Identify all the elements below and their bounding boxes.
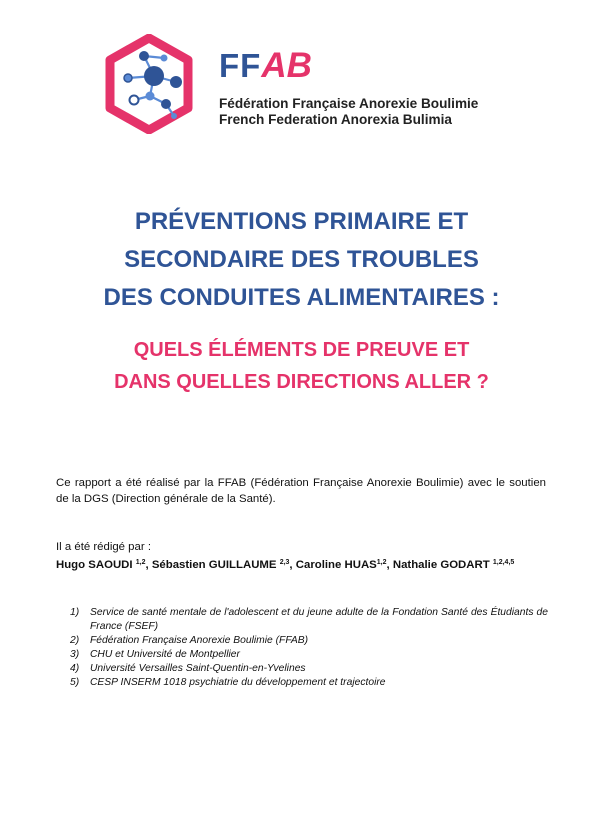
author-name: Hugo SAOUDI bbox=[56, 559, 133, 571]
authors-line bbox=[56, 559, 514, 571]
affiliation-text: CHU et Université de Montpellier bbox=[90, 649, 240, 660]
author-separator: , bbox=[145, 559, 152, 571]
ffab-logo-icon bbox=[104, 34, 194, 134]
affiliation-item bbox=[70, 662, 548, 676]
affiliation-item bbox=[70, 606, 548, 634]
subtitle-line: DANS QUELLES DIRECTIONS ALLER ? bbox=[114, 371, 489, 393]
title-line: PRÉVENTIONS PRIMAIRE ET bbox=[134, 208, 469, 235]
author-name: Sébastien GUILLAUME bbox=[151, 559, 277, 571]
author-affiliation-ref: 1,2 bbox=[135, 559, 146, 566]
author bbox=[296, 559, 393, 571]
brand-ff: FF bbox=[219, 47, 262, 84]
federation-name-en: French Federation Anorexia Bulimia bbox=[219, 112, 452, 127]
affiliation-item bbox=[70, 634, 548, 648]
affiliation-number: 1) bbox=[70, 607, 80, 618]
affiliations-list bbox=[70, 606, 548, 690]
affiliation-item bbox=[70, 676, 548, 690]
author bbox=[56, 559, 152, 571]
affiliation-text: CESP INSERM 1018 psychiatrie du développement et trajectoire bbox=[90, 677, 386, 688]
brand-ab: AB bbox=[261, 46, 312, 85]
author-name: Nathalie GODART bbox=[392, 559, 490, 571]
affiliation-text: Service de santé mentale de l'adolescent et du jeune adulte de la Fondation Santé des Étudiants de France (FSEF) bbox=[90, 607, 548, 632]
affiliation-text: Fédération Française Anorexie Boulimie (FFAB) bbox=[90, 635, 309, 646]
author-affiliation-ref: 1,2 bbox=[376, 559, 387, 566]
author-affiliation-ref: 2,3 bbox=[279, 559, 290, 566]
author bbox=[393, 559, 514, 571]
affiliation-item bbox=[70, 648, 548, 662]
subtitle-line: QUELS ÉLÉMENTS DE PREUVE ET bbox=[133, 339, 470, 361]
written-by-label: Il a été rédigé par : bbox=[56, 541, 151, 553]
affiliation-number: 3) bbox=[70, 649, 80, 660]
title-line: SECONDAIRE DES TROUBLES bbox=[124, 246, 479, 273]
affiliation-number: 2) bbox=[70, 635, 80, 646]
title-line: DES CONDUITES ALIMENTAIRES : bbox=[103, 284, 500, 311]
federation-name-fr: Fédération Française Anorexie Boulimie bbox=[219, 96, 479, 111]
document-subtitle bbox=[0, 334, 603, 398]
author-separator: , bbox=[386, 559, 393, 571]
report-statement: Ce rapport a été réalisé par la FFAB (Fédération Française Anorexie Boulimie) avec le soutien de la DGS (Direction générale de la Santé). bbox=[56, 477, 546, 505]
affiliation-number: 5) bbox=[70, 677, 80, 688]
affiliation-number: 4) bbox=[70, 663, 80, 674]
author-affiliation-ref: 1,2,4,5 bbox=[492, 559, 515, 566]
affiliation-text: Université Versailles Saint-Quentin-en-Yvelines bbox=[90, 663, 306, 674]
document-title bbox=[0, 203, 603, 317]
brand-logo-text bbox=[219, 46, 312, 86]
author bbox=[152, 559, 296, 571]
author-separator: , bbox=[289, 559, 296, 571]
author-name: Caroline HUAS bbox=[295, 559, 377, 571]
